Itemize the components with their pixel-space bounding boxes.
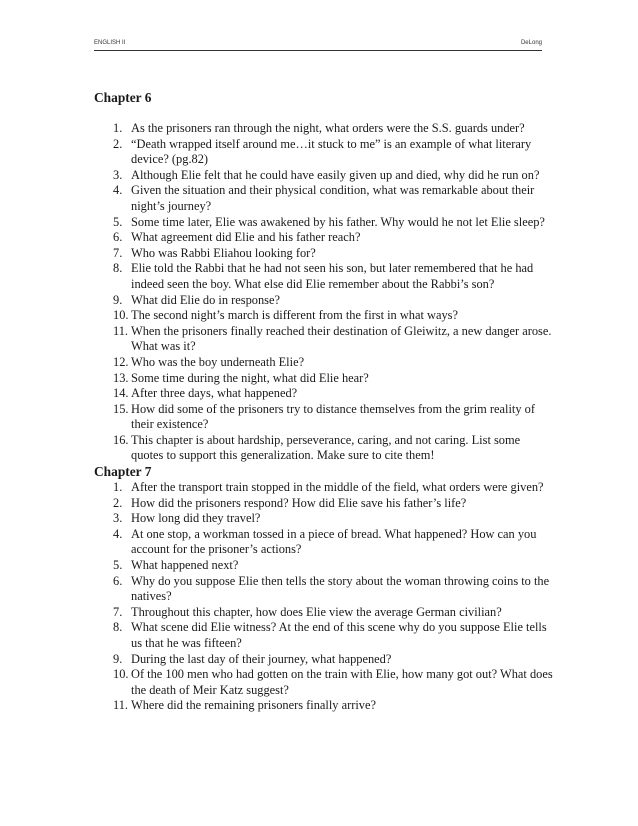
question-text: Given the situation and their physical condition, what was remarkable about their night’s journey?	[131, 183, 535, 213]
question-number: 2.	[113, 136, 123, 151]
question-number: 9.	[113, 651, 123, 666]
question-number: 5.	[113, 214, 123, 229]
question-number: 5.	[113, 558, 123, 573]
question-text: What scene did Elie witness? At the end of this scene why do you suppose Elie tells us that he was fifteen?	[131, 620, 547, 650]
question-text: Although Elie felt that he could have easily given up and died, why did he run on?	[131, 167, 540, 182]
question-item	[94, 511, 554, 527]
question-text: The second night’s march is different from the first in what ways?	[131, 308, 459, 323]
question-number: 11.	[113, 698, 129, 713]
question-item	[94, 261, 554, 292]
question-item	[94, 121, 554, 137]
question-text: After three days, what happened?	[131, 386, 298, 401]
question-text: Elie told the Rabbi that he had not seen his son, but later remembered that he had indeed seen the boy. What else did Elie remember about the Rabbi’s son?	[131, 261, 534, 291]
question-item	[94, 183, 554, 214]
question-number: 6.	[113, 573, 123, 588]
question-item	[94, 496, 554, 512]
chapter-6-heading: Chapter 6	[94, 90, 152, 105]
question-item	[94, 386, 554, 402]
question-item	[94, 652, 554, 668]
question-item	[94, 605, 554, 621]
question-text: Who was the boy underneath Elie?	[131, 354, 305, 369]
question-text: How did some of the prisoners try to distance themselves from the grim reality of their existence?	[131, 401, 535, 432]
question-number: 3.	[113, 511, 123, 526]
question-item	[94, 355, 554, 371]
header-course-label: ENGLISH II	[94, 40, 126, 46]
question-number: 9.	[113, 292, 123, 307]
question-item	[94, 371, 554, 387]
question-number: 13.	[113, 370, 129, 385]
question-text: What agreement did Elie and his father reach?	[131, 230, 361, 245]
question-number: 7.	[113, 604, 123, 619]
question-item	[94, 246, 554, 262]
question-item	[94, 324, 554, 355]
question-text: What happened next?	[131, 558, 239, 573]
question-item	[94, 574, 554, 605]
question-number: 10.	[113, 667, 129, 682]
question-text: How long did they travel?	[131, 511, 261, 526]
header-teacher-label: DeLong	[520, 40, 542, 46]
question-text: Why do you suppose Elie then tells the story about the woman throwing coins to the natives?	[131, 573, 550, 604]
question-text: During the last day of their journey, what happened?	[131, 651, 392, 666]
question-item	[94, 215, 554, 231]
question-item	[94, 698, 554, 714]
document-body	[94, 90, 554, 714]
question-number: 6.	[113, 230, 123, 245]
chapter-7-question-list	[94, 480, 554, 714]
question-number: 8.	[113, 261, 123, 276]
question-text: Throughout this chapter, how does Elie view the average German civilian?	[131, 604, 502, 619]
question-number: 8.	[113, 620, 123, 635]
page-header	[94, 38, 542, 51]
question-text: Some time later, Elie was awakened by his father. Why would he not let Elie sleep?	[131, 214, 545, 229]
question-text: Where did the remaining prisoners finally arrive?	[131, 698, 376, 713]
chapter-6-question-list	[94, 121, 554, 464]
question-item	[94, 480, 554, 496]
question-number: 16.	[113, 432, 129, 447]
question-number: 1.	[113, 480, 123, 495]
question-text: This chapter is about hardship, perseverance, caring, and not caring. List some quotes to support this generalization. Make sure to cite them!	[131, 432, 521, 463]
question-item	[94, 433, 554, 464]
question-number: 4.	[113, 526, 123, 541]
question-item	[94, 168, 554, 184]
question-text: How did the prisoners respond? How did Elie save his father’s life?	[131, 495, 467, 510]
question-number: 12.	[113, 354, 129, 369]
question-number: 1.	[113, 121, 123, 135]
question-number: 7.	[113, 245, 123, 260]
chapter-7-heading: Chapter 7	[94, 464, 152, 480]
question-number: 14.	[113, 386, 129, 401]
question-item	[94, 308, 554, 324]
question-number: 4.	[113, 183, 123, 198]
question-item	[94, 293, 554, 309]
question-text: After the transport train stopped in the middle of the field, what orders were given?	[131, 480, 544, 495]
question-text: What did Elie do in response?	[131, 292, 280, 307]
question-number: 2.	[113, 495, 123, 510]
question-item	[94, 137, 554, 168]
question-text: Who was Rabbi Eliahou looking for?	[131, 245, 316, 260]
question-text: At one stop, a workman tossed in a piece of bread. What happened? How can you account for the prisoner’s actions?	[131, 526, 537, 557]
question-text: Some time during the night, what did Elie hear?	[131, 370, 369, 385]
question-item	[94, 558, 554, 574]
question-number: 3.	[113, 167, 123, 182]
question-item	[94, 620, 554, 651]
question-number: 10.	[113, 308, 129, 323]
question-item	[94, 667, 554, 698]
question-number: 11.	[113, 323, 129, 338]
question-text: Of the 100 men who had gotten on the train with Elie, how many got out? What does the death of Meir Katz suggest?	[131, 667, 553, 697]
question-item	[94, 230, 554, 246]
question-text: “Death wrapped itself around me…it stuck to me” is an example of what literary device? (pg.82)	[131, 136, 532, 167]
question-text: As the prisoners ran through the night, what orders were the S.S. guards under?	[131, 121, 525, 135]
question-item	[94, 402, 554, 433]
question-number: 15.	[113, 401, 129, 416]
question-item	[94, 527, 554, 558]
question-text: When the prisoners finally reached their destination of Gleiwitz, a new danger arose. What was it?	[131, 323, 552, 354]
